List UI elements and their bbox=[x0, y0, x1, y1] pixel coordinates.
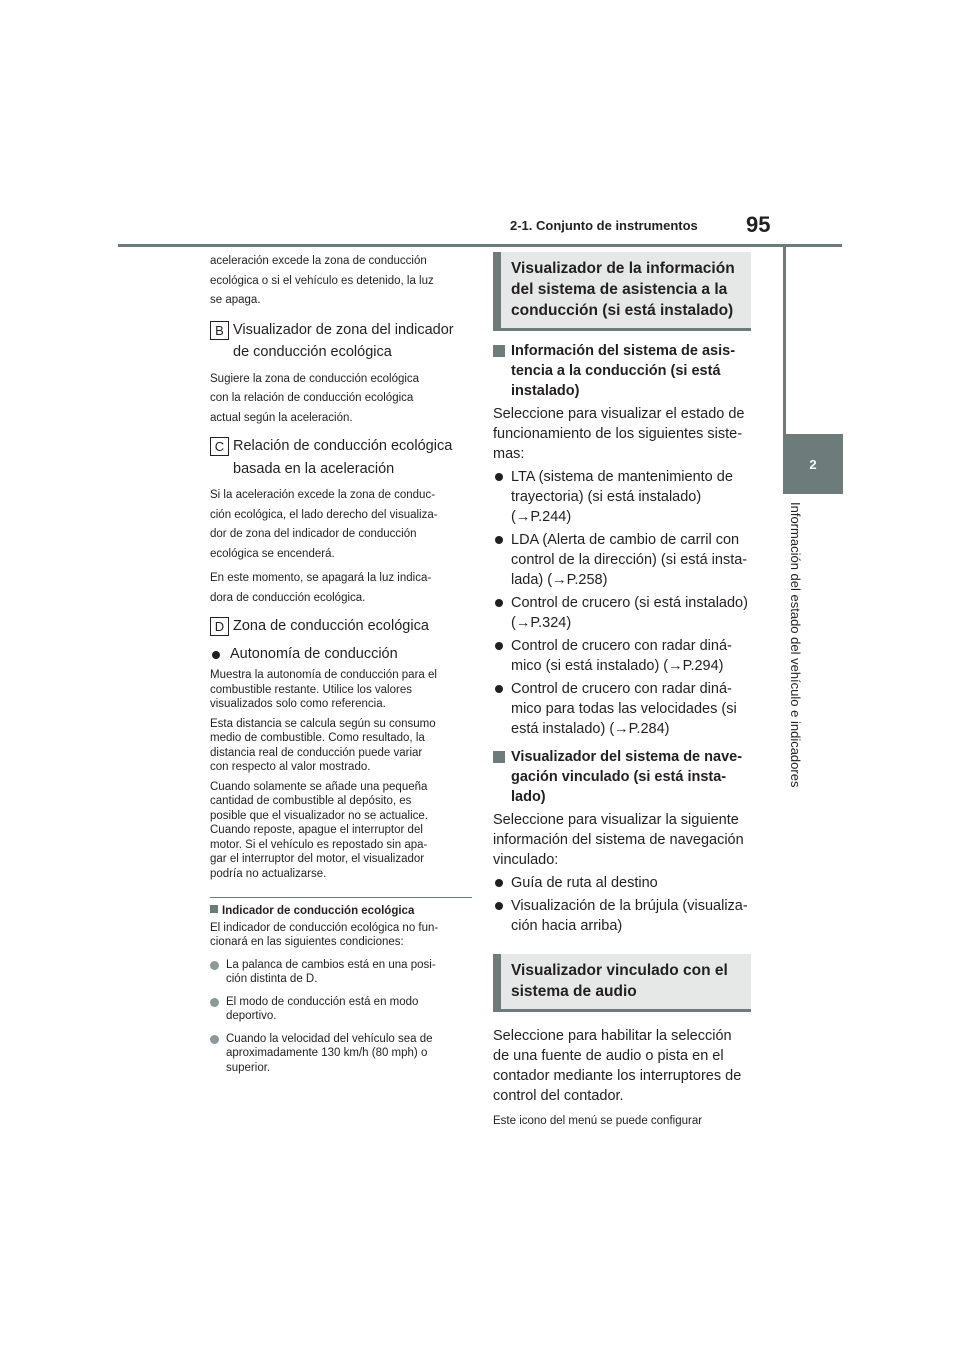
bullet-dot-icon bbox=[210, 998, 219, 1007]
item-b-title: B Visualizador de zona del indicador de conducción ecológica bbox=[210, 319, 472, 364]
left-column bbox=[210, 252, 472, 1075]
list-item: Visualización de la brújula (visualiza- ción hacia arriba) bbox=[493, 896, 751, 936]
assist-text: mas: bbox=[493, 446, 525, 462]
range-text: Cuando reposte, apague el interruptor del bbox=[210, 824, 423, 836]
square-bullet-icon bbox=[210, 905, 218, 913]
note-title: Indicador de conducción ecológica bbox=[210, 904, 472, 919]
list-item: Control de crucero con radar diná- mico (si está instalado) (→P.294) bbox=[493, 636, 751, 676]
bullet-dot-icon bbox=[495, 642, 503, 650]
note-bullet: Cuando la velocidad del vehículo sea de aproximadamente 130 km/h (80 mph) o superior. bbox=[210, 1032, 472, 1076]
assist-text: funcionamiento de los siguientes siste- bbox=[493, 426, 743, 442]
nav-text: Seleccione para visualizar la siguiente bbox=[493, 812, 739, 828]
item-b-text: con la relación de conducción ecológica bbox=[210, 392, 414, 404]
range-text: Cuando solamente se añade una pequeña bbox=[210, 780, 428, 793]
audio-text: contador mediante los interruptores de bbox=[493, 1068, 742, 1084]
nav-text: vinculado: bbox=[493, 852, 559, 868]
range-text: Esta distancia se calcula según su consumo bbox=[210, 717, 436, 730]
chapter-title: Información del estado del vehículo e indicadores bbox=[788, 502, 803, 788]
list-item: Control de crucero con radar diná- mico para todas las velocidades (si está instalado) (→P.284) bbox=[493, 679, 751, 739]
note-bullet: La palanca de cambios está en una posi- ción distinta de D. bbox=[210, 958, 472, 987]
section-title: 2-1. Conjunto de instrumentos bbox=[510, 218, 698, 233]
intro-line: se apaga. bbox=[210, 294, 261, 306]
range-text: visualizados solo como referencia. bbox=[210, 698, 386, 710]
item-c-text: Si la aceleración excede la zona de conduc- bbox=[210, 489, 436, 501]
assist-text: Seleccione para visualizar el estado de bbox=[493, 406, 745, 422]
list-item: Guía de ruta al destino bbox=[493, 873, 751, 893]
header-rule bbox=[118, 244, 842, 247]
item-c-text: ecológica se encenderá. bbox=[210, 547, 335, 560]
item-c-text2: dora de conducción ecológica. bbox=[210, 591, 366, 604]
list-item: Control de crucero (si está instalado) (→P.324) bbox=[493, 593, 751, 633]
range-bullet: Autonomía de conducción bbox=[210, 643, 472, 666]
square-bullet-icon bbox=[493, 345, 505, 357]
range-text: con respecto al valor mostrado. bbox=[210, 761, 371, 773]
label-b-badge: B bbox=[210, 321, 229, 340]
range-text: gar el interruptor del motor, el visualizador bbox=[210, 853, 425, 865]
audio-text: control del contador. bbox=[493, 1088, 624, 1104]
subheading-assist-info: Información del sistema de asis- tencia a la conducción (si está instalado) bbox=[493, 341, 751, 401]
bullet-dot-icon bbox=[495, 879, 503, 887]
list-item: LDA (Alerta de cambio de carril con control de la dirección) (si está insta- lada) (→P.258) bbox=[493, 530, 751, 590]
nav-text: información del sistema de navegación bbox=[493, 832, 744, 848]
item-c-text: ción ecológica, el lado derecho del visualiza- bbox=[210, 508, 438, 521]
square-bullet-icon bbox=[493, 751, 505, 763]
bullet-dot-icon bbox=[495, 599, 503, 607]
list-item: LTA (sistema de mantenimiento de trayectoria) (si está instalado) (→P.244) bbox=[493, 467, 751, 527]
label-d-badge: D bbox=[210, 617, 229, 636]
item-c-title: C Relación de conducción ecológica basada en la aceleración bbox=[210, 435, 472, 480]
range-text: posible que el visualizador no se actualice. bbox=[210, 809, 428, 822]
footer-text: Este icono del menú se puede configurar bbox=[493, 1115, 703, 1127]
item-d-title: D Zona de conducción ecológica bbox=[210, 615, 472, 638]
note-section bbox=[210, 897, 472, 1075]
note-bullet: El modo de conducción está en modo deportivo. bbox=[210, 995, 472, 1024]
right-column bbox=[493, 252, 751, 1132]
label-c-badge: C bbox=[210, 437, 229, 456]
item-c-text: dor de zona del indicador de conducción bbox=[210, 528, 417, 540]
audio-text: de una fuente de audio o pista en el bbox=[493, 1048, 724, 1064]
range-text: combustible restante. Utilice los valores bbox=[210, 683, 412, 696]
bullet-dot-icon bbox=[212, 651, 220, 659]
page-number: 95 bbox=[746, 212, 771, 237]
range-text: distancia real de conducción puede variar bbox=[210, 746, 423, 759]
bullet-dot-icon bbox=[495, 473, 503, 481]
item-b-text: Sugiere la zona de conducción ecológica bbox=[210, 372, 420, 385]
range-text: motor. Si el vehículo es repostado sin apa- bbox=[210, 838, 428, 851]
bullet-dot-icon bbox=[495, 536, 503, 544]
intro-line: aceleración excede la zona de conducción bbox=[210, 255, 427, 267]
item-b-text: actual según la aceleración. bbox=[210, 411, 353, 424]
range-text: Muestra la autonomía de conducción para el bbox=[210, 669, 437, 681]
section-heading-audio: Visualizador vinculado con el sistema de audio bbox=[493, 954, 751, 1012]
chapter-tab: 2 bbox=[783, 434, 843, 494]
audio-text: Seleccione para habilitar la selección bbox=[493, 1028, 732, 1044]
range-text: podría no actualizarse. bbox=[210, 867, 327, 880]
bullet-dot-icon bbox=[495, 902, 503, 910]
item-c-text2: En este momento, se apagará la luz indica- bbox=[210, 572, 432, 584]
side-tab-rule bbox=[783, 244, 786, 434]
range-text: medio de combustible. Como resultado, la bbox=[210, 732, 425, 744]
bullet-dot-icon bbox=[495, 685, 503, 693]
bullet-dot-icon bbox=[210, 961, 219, 970]
range-text: cantidad de combustible al depósito, es bbox=[210, 795, 412, 807]
intro-line: ecológica o si el vehículo es detenido, la luz bbox=[210, 274, 434, 287]
section-heading-driving-assist: Visualizador de la información del sistema de asistencia a la conducción (si está instalado) bbox=[493, 252, 751, 331]
bullet-dot-icon bbox=[210, 1035, 219, 1044]
note-text: cionará en las siguientes condiciones: bbox=[210, 936, 404, 948]
note-text: El indicador de conducción ecológica no fun- bbox=[210, 921, 439, 934]
subheading-navigation: Visualizador del sistema de nave- gación vinculado (si está insta- lado) bbox=[493, 747, 751, 807]
